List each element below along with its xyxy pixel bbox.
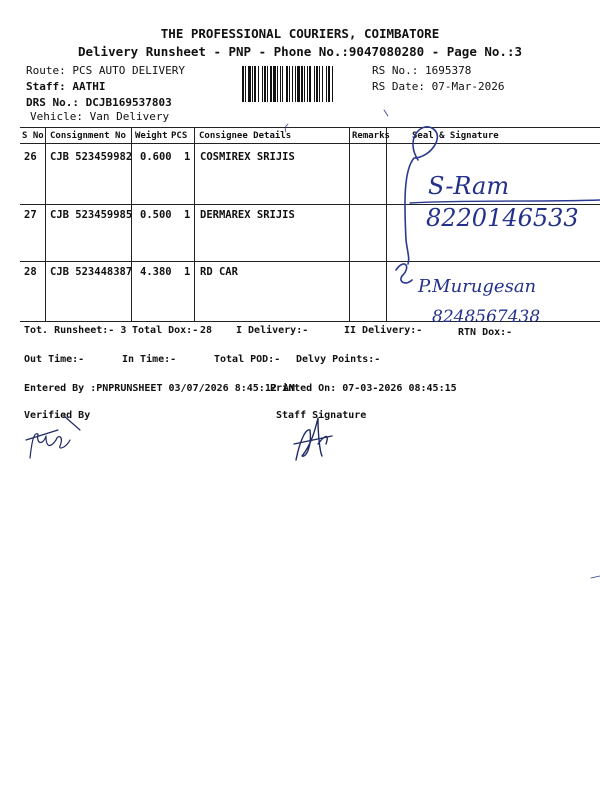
printed-on: Printed On: 07-03-2026 08:45:15 <box>270 383 457 394</box>
col-header-consignment: Consignment No <box>50 131 126 141</box>
row-sno: 28 <box>24 266 37 278</box>
out-time: Out Time:- <box>24 354 85 365</box>
drs-number: DRS No.: DCJB169537803 <box>26 96 172 109</box>
row-consignee: DERMAREX SRIJIS <box>200 209 295 221</box>
rtn-dox: RTN Dox:- <box>458 327 513 338</box>
row-consignment: CJB 523459985 <box>50 209 133 221</box>
runsheet-title: Delivery Runsheet - PNP - Phone No.:9047080280 - Page No.:3 <box>77 44 522 59</box>
ii-delivery: II Delivery:- <box>344 325 423 336</box>
total-dox-label: Total Dox:- <box>132 325 199 336</box>
col-header-weight: Weight <box>135 131 168 141</box>
rs-date: RS Date: 07-Mar-2026 <box>372 80 505 93</box>
row-pcs: 1 <box>184 266 191 278</box>
staff-signature <box>294 418 332 460</box>
row-pcs: 1 <box>184 151 191 163</box>
row-pcs: 1 <box>184 209 191 221</box>
handwritten-name: S-Ram <box>428 172 510 200</box>
in-time: In Time:- <box>122 354 177 365</box>
col-header-signature: Seal & Signature <box>412 131 499 141</box>
row-consignee: RD CAR <box>200 266 238 278</box>
row-weight: 0.500 <box>140 209 172 221</box>
col-header-pcs: PCS <box>171 131 188 141</box>
vehicle: Vehicle: Van Delivery <box>30 110 170 123</box>
col-header-sno: S No <box>22 131 44 141</box>
row-consignment: CJB 523459982 <box>50 151 133 163</box>
total-dox-value: 28 <box>200 325 213 336</box>
staff: Staff: AATHI <box>26 80 106 93</box>
handwritten-phone: 8220146533 <box>426 204 579 232</box>
total-pod: Total POD:- <box>214 354 281 365</box>
delvy-points: Delvy Points:- <box>296 354 381 365</box>
handwritten-phone: 8248567438 <box>432 307 541 327</box>
company-title: THE PROFESSIONAL COURIERS, COIMBATORE <box>160 26 440 41</box>
staff-signature-label: Staff Signature <box>276 410 367 421</box>
row-sno: 27 <box>24 209 37 221</box>
entered-by: Entered By :PNPRUNSHEET 03/07/2026 8:45:12 AM <box>24 383 295 394</box>
row-weight: 4.380 <box>140 266 172 278</box>
col-header-remarks: Remarks <box>352 131 390 141</box>
col-header-consignee: Consignee Details <box>199 131 292 141</box>
handwritten-name: P.Murugesan <box>418 276 537 297</box>
route: Route: PCS AUTO DELIVERY <box>26 64 185 77</box>
row-consignee: COSMIREX SRIJIS <box>200 151 295 163</box>
row-weight: 0.600 <box>140 151 172 163</box>
row-sno: 26 <box>24 151 37 163</box>
verified-by-label: Verified By <box>24 410 91 421</box>
i-delivery: I Delivery:- <box>236 325 309 336</box>
tot-runsheet: Tot. Runsheet:- 3 <box>24 325 127 336</box>
row-consignment: CJB 523448387 <box>50 266 133 278</box>
verified-signature <box>26 416 80 458</box>
rs-number: RS No.: 1695378 <box>372 64 472 77</box>
